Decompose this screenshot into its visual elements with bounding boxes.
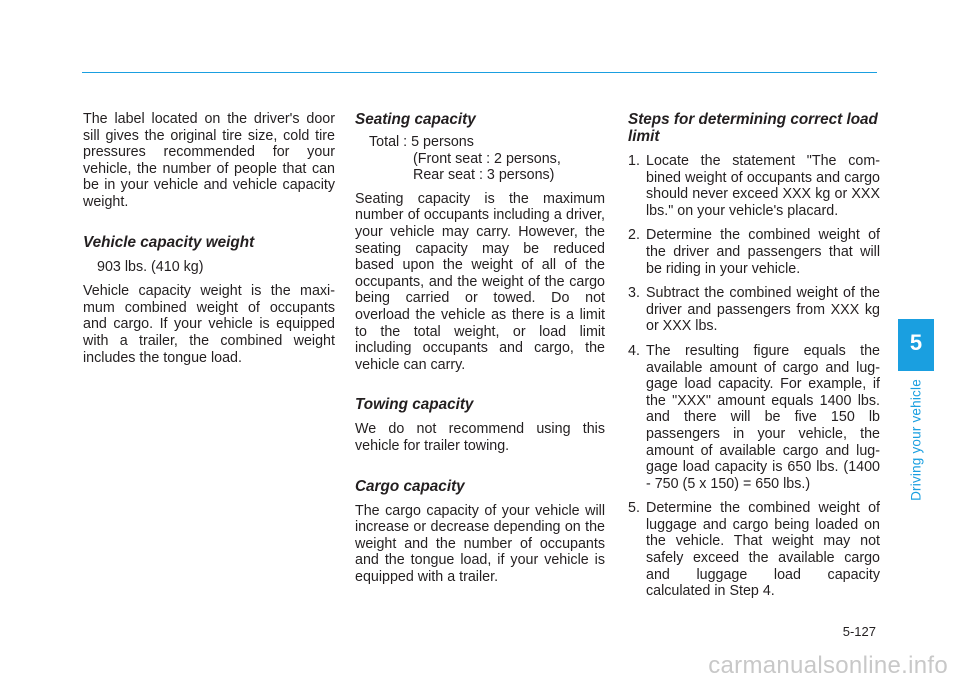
step-number: 1. <box>628 153 640 169</box>
load-limit-steps-heading: Steps for determining correct load limit <box>628 111 878 145</box>
seating-capacity-values <box>355 134 605 184</box>
header-rule <box>82 72 877 73</box>
seating-total: Total : 5 persons <box>369 134 474 150</box>
load-limit-steps-list <box>628 153 880 600</box>
column-middle <box>355 111 605 585</box>
cargo-capacity-heading: Cargo capacity <box>355 477 465 495</box>
list-item <box>628 285 880 335</box>
towing-capacity-paragraph: We do not recommend using this vehicle for trailer towing. <box>355 421 605 454</box>
seating-capacity-paragraph: Seating capacity is the maximum number of occupants including a driver, your vehicle may carry. However, the seating capacity may be reduced based upon the weight of all of the occupants, and the weight of the cargo being carried or towed. Do not overload the vehicle as there is a limit to the total weight, or load limit including occupants and cargo, the vehicle can carry. <box>355 190 605 373</box>
seating-capacity-heading: Seating capacity <box>355 111 476 128</box>
list-item <box>628 227 880 277</box>
chapter-title-vertical: Driving your vehicle <box>908 379 924 501</box>
list-item <box>628 153 880 219</box>
column-right <box>628 111 880 608</box>
page-number: 5-127 <box>842 624 876 639</box>
intro-paragraph: The label located on the driver's door sill gives the original tire size, cold tire pressures recommended for your vehicle, the number of people that can be in your vehicle and vehicle capacity weight. <box>83 111 335 210</box>
step-text: Locate the statement "The com-bined weight of occupants and cargo should never exceed XXX kg or XXX lbs." on your vehicle's placard. <box>646 153 880 219</box>
chapter-tab <box>898 319 934 371</box>
step-text: The resulting figure equals the available amount of cargo and lug-gage load capacity. For example, if the "XXX" amount equals 1400 lbs. and there will be five 150 lb passengers in your vehicle, the amount of available cargo and lug-gage load capacity is 650 lbs. (1400 - 750 (5 x 150) = 650 lbs.) <box>646 342 880 492</box>
list-item <box>628 500 880 600</box>
towing-capacity-heading: Towing capacity <box>355 396 474 414</box>
list-item <box>628 343 880 492</box>
step-number: 4. <box>628 342 640 359</box>
vehicle-capacity-paragraph: Vehicle capacity weight is the maxi-mum combined weight of occupants and cargo. If your vehicle is equipped with a trailer, the combined weight includes the tongue load. <box>83 283 335 366</box>
watermark-text: carmanualsonline.info <box>708 652 948 679</box>
seating-rear: Rear seat : 3 persons) <box>413 167 555 184</box>
cargo-capacity-paragraph: The cargo capacity of your vehicle will increase or decrease depending on the weight and the number of occupants and the tongue load, if your vehicle is equipped with a trailer. <box>355 502 605 585</box>
step-number: 3. <box>628 285 640 302</box>
step-number: 2. <box>628 227 640 244</box>
step-text: Determine the combined weight of the driver and passengers that will be riding in your vehicle. <box>646 227 880 277</box>
chapter-number: 5 <box>909 330 923 355</box>
vehicle-capacity-heading: Vehicle capacity weight <box>83 233 255 251</box>
vehicle-capacity-value: 903 lbs. (410 kg) <box>97 258 204 275</box>
step-number: 5. <box>628 500 640 517</box>
step-text: Determine the combined weight of luggage and cargo being loaded on the vehicle. That weight may not safely exceed the available cargo and luggage load capacity calculated in Step 4. <box>646 500 880 600</box>
step-text: Subtract the combined weight of the driver and passengers from XXX kg or XXX lbs. <box>646 285 880 335</box>
seating-front: (Front seat : 2 persons, <box>413 150 561 167</box>
column-left <box>83 111 335 366</box>
